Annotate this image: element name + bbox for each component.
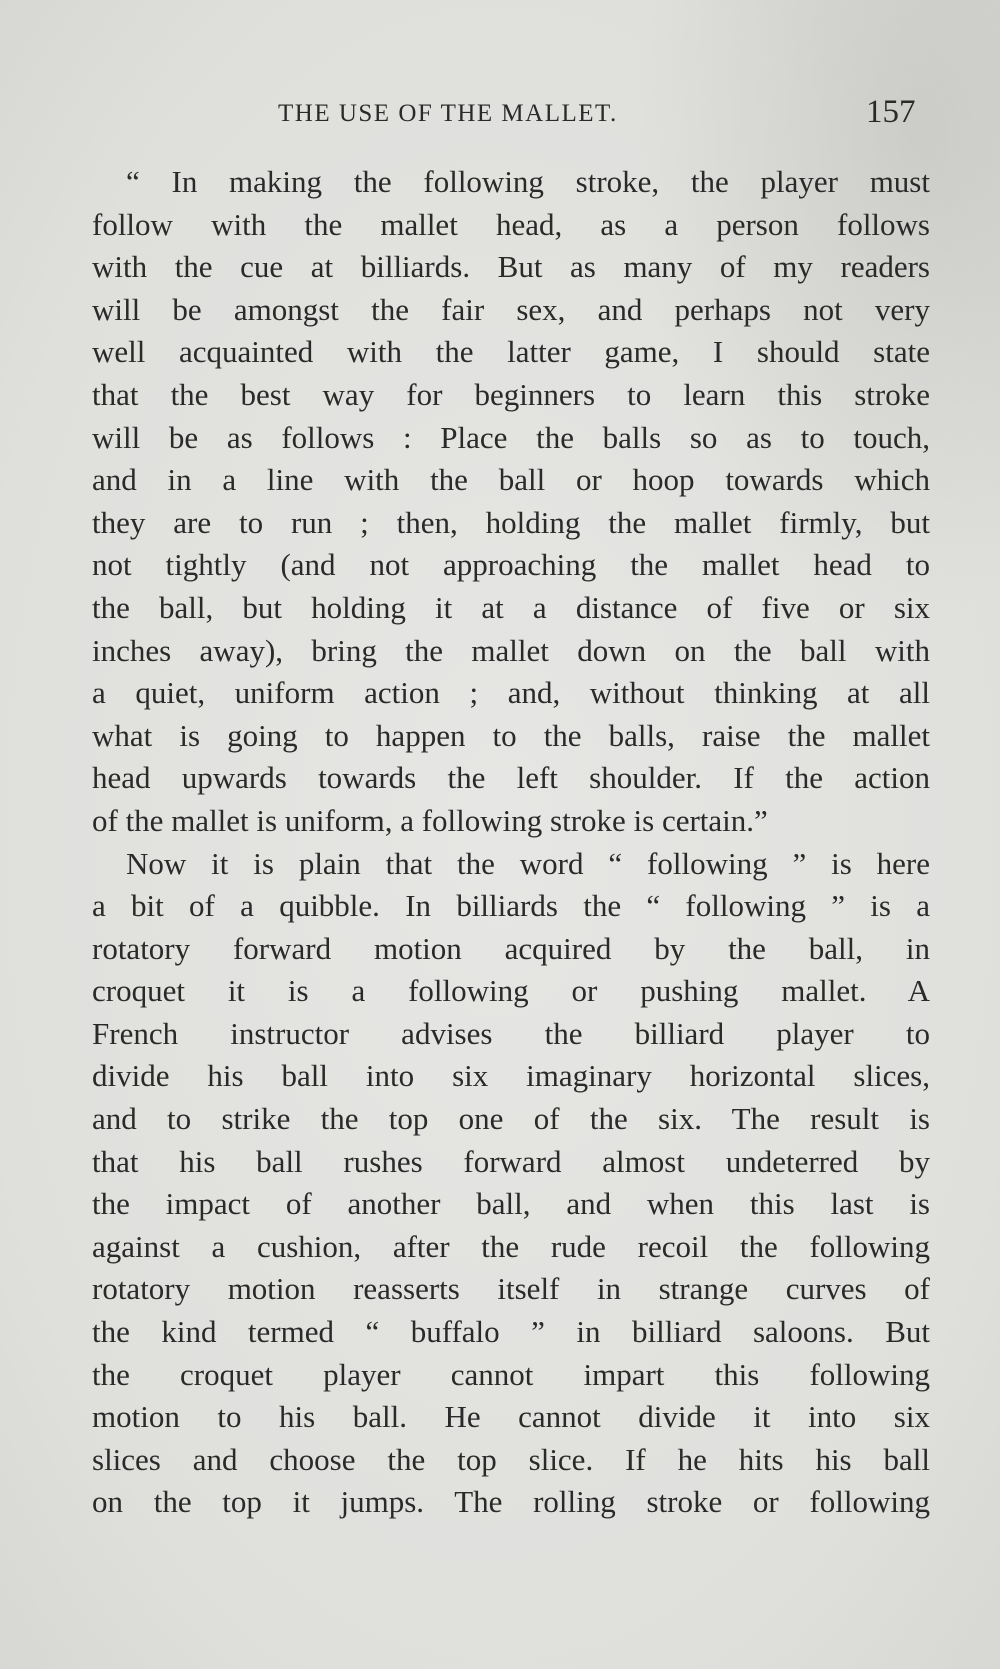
text-line: inches away), bring the mallet down on the ball with [92, 632, 930, 668]
text-line: and in a line with the ball or hoop towards which [92, 462, 930, 498]
body-text [92, 161, 930, 1524]
text-line: will be as follows : Place the balls so as to touch, [92, 419, 930, 455]
text-line: the kind termed “ buffalo ” in billiard saloons. But [92, 1314, 930, 1350]
text-line: and to strike the top one of the six. The result is [92, 1101, 930, 1137]
text-line: a quiet, uniform action ; and, without thinking at all [92, 675, 930, 711]
text-line: French instructor advises the billiard player to [92, 1015, 930, 1051]
text-line: croquet it is a following or pushing mallet. A [92, 973, 930, 1009]
text-line: on the top it jumps. The rolling stroke or following [92, 1484, 930, 1520]
text-line: Now it is plain that the word “ following ” is here [126, 845, 930, 881]
text-line: against a cushion, after the rude recoil the following [92, 1228, 930, 1264]
text-line: will be amongst the fair sex, and perhaps not very [92, 291, 930, 327]
page-number: 157 [866, 94, 916, 130]
text-line: slices and choose the top slice. If he hits his ball [92, 1441, 930, 1477]
text-line: rotatory forward motion acquired by the ball, in [92, 930, 930, 966]
text-line: motion to his ball. He cannot divide it into six [92, 1399, 930, 1435]
text-line: that the best way for beginners to learn this stroke [92, 376, 930, 412]
text-line: the ball, but holding it at a distance of five or six [92, 589, 930, 625]
text-line: rotatory motion reasserts itself in strange curves of [92, 1271, 930, 1307]
text-line: “ In making the following stroke, the player must [126, 164, 930, 199]
text-line: what is going to happen to the balls, raise the mallet [92, 717, 930, 753]
text-line: with the cue at billiards. But as many of my readers [92, 249, 930, 285]
text-line: that his ball rushes forward almost undeterred by [92, 1143, 930, 1179]
text-line: of the mallet is uniform, a following stroke is certain.” [92, 802, 768, 838]
page-header [0, 86, 1000, 136]
text-line: a bit of a quibble. In billiards the “ following ” is a [92, 888, 930, 924]
text-line: well acquainted with the latter game, I should state [92, 334, 930, 370]
text-line: not tightly (and not approaching the mallet head to [92, 547, 930, 583]
text-line: the croquet player cannot impart this following [92, 1356, 930, 1392]
text-line: they are to run ; then, holding the mallet firmly, but [92, 504, 930, 540]
text-line: follow with the mallet head, as a person follows [92, 206, 930, 242]
text-line: head upwards towards the left shoulder. If the action [92, 760, 930, 796]
text-line: the impact of another ball, and when this last is [92, 1186, 930, 1222]
text-line: divide his ball into six imaginary horizontal slices, [92, 1058, 930, 1094]
running-title: THE USE OF THE MALLET. [278, 100, 618, 127]
